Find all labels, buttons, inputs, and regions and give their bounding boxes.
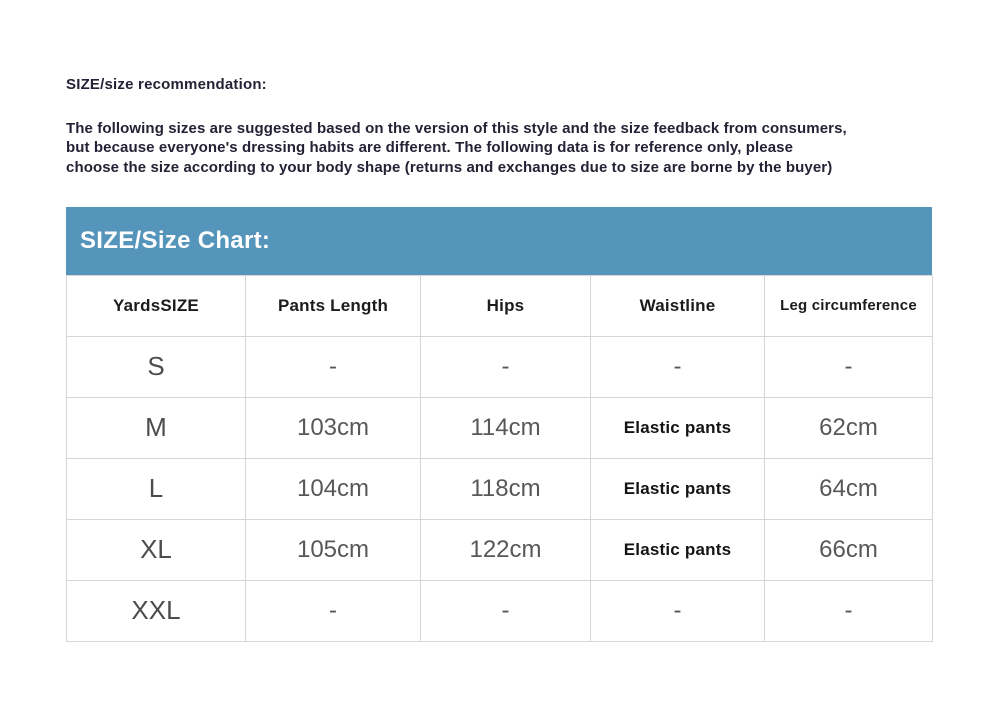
cell-pants-length: 103cm [246,397,421,458]
cell-size: M [67,397,246,458]
cell-pants-length: - [246,580,421,641]
table-header-row [67,275,933,336]
column-header-size: YardsSIZE [67,275,246,336]
cell-leg-circumference: - [765,580,933,641]
column-header-leg-circumference: Leg circumference [765,275,933,336]
cell-hips: - [421,580,591,641]
cell-waistline: Elastic pants [591,458,765,519]
cell-waistline: Elastic pants [591,519,765,580]
cell-hips: - [421,336,591,397]
table-row-s [67,336,933,397]
cell-pants-length: - [246,336,421,397]
cell-pants-length: 105cm [246,519,421,580]
cell-leg-circumference: 62cm [765,397,933,458]
table-row-xl [67,519,933,580]
cell-size: XL [67,519,246,580]
size-chart-title: SIZE/Size Chart: [80,226,271,254]
intro-line-2: but because everyone's dressing habits are different. The following data is for reference only, please [66,139,794,157]
cell-waistline: - [591,336,765,397]
cell-pants-length: 104cm [246,458,421,519]
size-table [66,275,933,642]
cell-leg-circumference: 64cm [765,458,933,519]
intro-line-3: choose the size according to your body shape (returns and exchanges due to size are borne by the buyer) [66,158,833,176]
cell-hips: 118cm [421,458,591,519]
page-title: SIZE/size recommendation: [66,76,267,93]
column-header-pants-length: Pants Length [246,275,421,336]
cell-waistline: Elastic pants [591,397,765,458]
size-chart-title-bar [66,207,932,275]
table-row-xxl [67,580,933,641]
size-chart [66,207,932,642]
cell-size: XXL [67,580,246,641]
intro-paragraph [66,119,934,177]
cell-size: L [67,458,246,519]
cell-leg-circumference: - [765,336,933,397]
cell-waistline: - [591,580,765,641]
cell-hips: 122cm [421,519,591,580]
cell-hips: 114cm [421,397,591,458]
cell-size: S [67,336,246,397]
column-header-waistline: Waistline [591,275,765,336]
cell-leg-circumference: 66cm [765,519,933,580]
table-row-l [67,458,933,519]
intro-line-1: The following sizes are suggested based on the version of this style and the size feedback from consumers, [66,120,847,137]
table-row-m [67,397,933,458]
column-header-hips: Hips [421,275,591,336]
